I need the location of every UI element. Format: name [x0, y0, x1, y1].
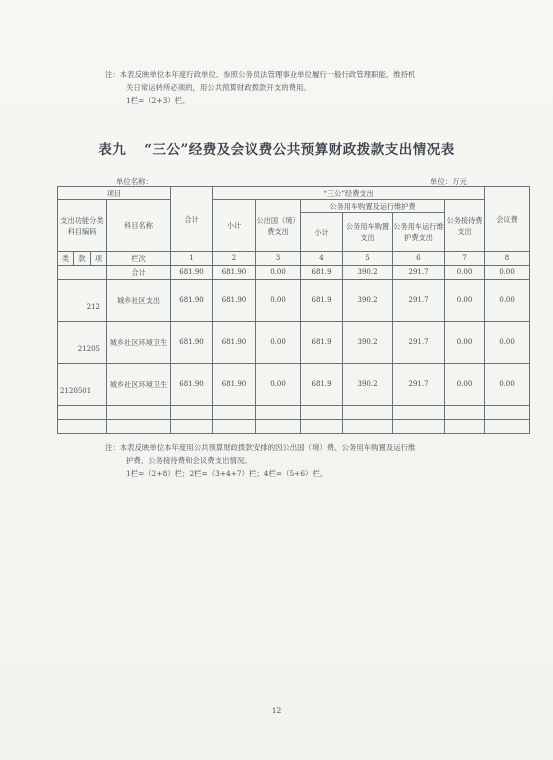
table-cell: 681.90 [171, 364, 213, 406]
bottom-note-line-3: 1栏=（2+8）栏；2栏=（3+4+7）栏；4栏=（5+6）栏。 [126, 469, 328, 478]
header-subject-name: 科目名称 [107, 200, 171, 252]
table-cell: 0.00 [256, 280, 301, 322]
column-index: 7 [445, 252, 485, 266]
expenditure-table [57, 186, 530, 434]
table-cell: 390.2 [343, 280, 393, 322]
page-number: 12 [271, 706, 282, 715]
table-cell: 0.00 [256, 364, 301, 406]
empty-row [58, 420, 530, 434]
header-abroad: 公出国（境）费支出 [256, 200, 301, 252]
table-cell: 0.00 [256, 322, 301, 364]
table-cell: 291.7 [393, 266, 445, 280]
header-lei: 类 [58, 252, 74, 266]
table-cell: 390.2 [343, 322, 393, 364]
table-row [58, 322, 530, 364]
column-index: 1 [171, 252, 213, 266]
top-note-line-1: 注：本表反映单位本年度行政单位、参照公务员法管理事业单位履行一般行政管理职能、维持机 [105, 70, 416, 79]
table-cell: 291.7 [393, 322, 445, 364]
table-cell: 681.90 [213, 280, 256, 322]
func-code: 212 [58, 280, 107, 322]
column-index: 4 [301, 252, 343, 266]
table-cell: 681.9 [301, 280, 343, 322]
table-cell: 681.90 [171, 266, 213, 280]
header-project: 项目 [58, 187, 171, 200]
total-empty-code [58, 266, 107, 280]
header-vehicle-group: 公务用车购置及运行维护费 [301, 200, 445, 213]
table-cell: 681.9 [301, 266, 343, 280]
column-index: 3 [256, 252, 301, 266]
currency-unit-label: 单位：万元 [430, 177, 467, 186]
bottom-note-line-1: 注：本表反映单位本年度用公共预算财政拨款安排的因公出国（境）费、公务用车购置及运行维 [105, 443, 416, 452]
table-cell: 0.00 [485, 364, 530, 406]
column-index-label: 栏次 [107, 252, 171, 266]
top-note-line-3: 1栏=（2+3）栏。 [126, 96, 190, 105]
top-note-line-2: 关日常运转所必须的，用公共预算财政拨款开支的费用。 [126, 83, 311, 92]
table-cell: 681.9 [301, 364, 343, 406]
table-cell: 0.00 [485, 322, 530, 364]
column-index: 8 [485, 252, 530, 266]
func-code: 21205 [58, 322, 107, 364]
table-cell: 390.2 [343, 266, 393, 280]
header-vehicle-purchase: 公务用车购置支出 [343, 213, 393, 252]
unit-name-label: 单位名称： [116, 177, 153, 186]
table-title-text: “三公”经费及会议费公共预算财政拨款支出情况表 [144, 142, 455, 158]
subject-name: 城乡社区支出 [107, 280, 171, 322]
table-cell: 0.00 [445, 322, 485, 364]
header-xiang: 项 [91, 252, 107, 266]
total-row [58, 266, 530, 280]
table-cell: 291.7 [393, 364, 445, 406]
header-vehicle-subtotal: 小计 [301, 213, 343, 252]
column-index: 6 [393, 252, 445, 266]
table-cell: 0.00 [445, 280, 485, 322]
table-cell: 0.00 [445, 364, 485, 406]
bottom-note [105, 441, 505, 480]
table-cell: 681.90 [213, 322, 256, 364]
column-index: 2 [213, 252, 256, 266]
header-sangong: “三公”经费支出 [213, 187, 485, 200]
table-cell: 390.2 [343, 364, 393, 406]
table-number: 表九 [98, 142, 127, 158]
func-code: 2120501 [58, 364, 107, 406]
header-subtotal: 小计 [213, 200, 256, 252]
table-cell: 0.00 [256, 266, 301, 280]
table-cell: 681.90 [171, 280, 213, 322]
table-cell: 681.90 [171, 322, 213, 364]
table-row [58, 364, 530, 406]
table-cell: 681.9 [301, 322, 343, 364]
table-title [0, 138, 553, 158]
empty-row [58, 406, 530, 420]
subject-name: 城乡社区环境卫生 [107, 322, 171, 364]
table-row [58, 280, 530, 322]
top-note [105, 68, 505, 107]
header-reception: 公务接待费支出 [445, 200, 485, 252]
table-cell: 0.00 [485, 266, 530, 280]
header-func-code: 支出功能分类科目编码 [58, 200, 107, 252]
table-cell: 0.00 [445, 266, 485, 280]
table-cell: 0.00 [485, 280, 530, 322]
header-kuan: 款 [74, 252, 91, 266]
column-index: 5 [343, 252, 393, 266]
table-cell: 681.90 [213, 364, 256, 406]
subject-name: 城乡社区环境卫生 [107, 364, 171, 406]
table-cell: 681.90 [213, 266, 256, 280]
header-vehicle-maintain: 公务用车运行维护费支出 [393, 213, 445, 252]
header-meeting: 会议费 [485, 187, 530, 252]
table-cell: 291.7 [393, 280, 445, 322]
header-total: 合计 [171, 187, 213, 252]
bottom-note-line-2: 护费、公务接待费和会议费支出情况。 [126, 456, 252, 465]
total-label: 合计 [107, 266, 171, 280]
